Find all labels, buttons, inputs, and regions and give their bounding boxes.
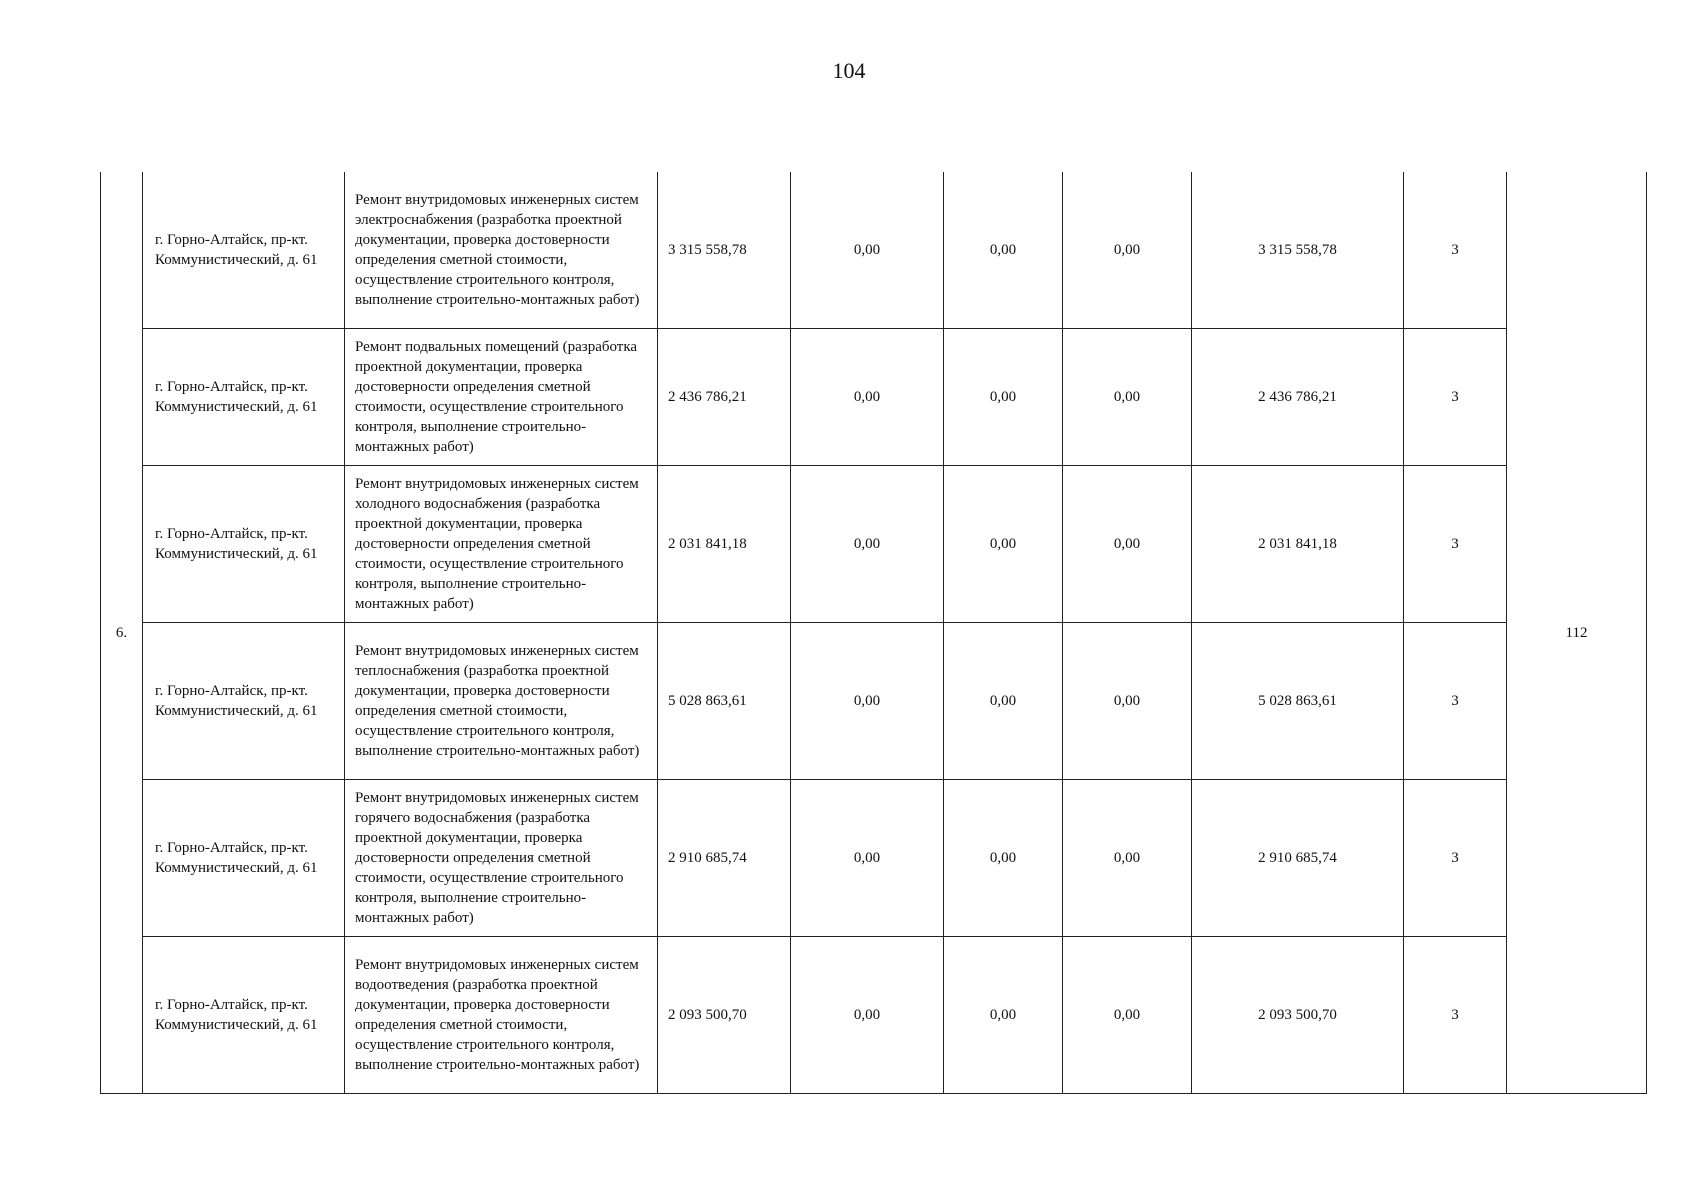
value-cell-3: 0,00 (1063, 623, 1192, 780)
address-cell: г. Горно-Алтайск, пр-кт. Коммунистический, д. 61 (143, 623, 345, 780)
sum-cell: 2 093 500,70 (1192, 937, 1404, 1094)
amount-cell: 5 028 863,61 (658, 623, 791, 780)
amount-cell: 2 436 786,21 (658, 329, 791, 466)
year-cell: 3 (1404, 329, 1507, 466)
table-row (101, 780, 1647, 937)
value-cell-1: 0,00 (791, 172, 944, 329)
sum-cell: 2 031 841,18 (1192, 466, 1404, 623)
year-cell: 3 (1404, 172, 1507, 329)
value-cell-3: 0,00 (1063, 329, 1192, 466)
group-number: 6. (101, 172, 143, 1094)
table-row (101, 623, 1647, 780)
group-total: 112 (1507, 172, 1647, 1094)
address-cell: г. Горно-Алтайск, пр-кт. Коммунистический, д. 61 (143, 172, 345, 329)
address-cell: г. Горно-Алтайск, пр-кт. Коммунистический, д. 61 (143, 329, 345, 466)
sum-cell: 2 436 786,21 (1192, 329, 1404, 466)
description-cell: Ремонт внутридомовых инженерных систем горячего водоснабжения (разработка проектной документации, проверка достоверности определения сметной стоимости, осуществление строительного контроля, выполнение строительно-монтажных работ) (345, 780, 658, 937)
amount-cell: 2 910 685,74 (658, 780, 791, 937)
amount-cell: 3 315 558,78 (658, 172, 791, 329)
value-cell-3: 0,00 (1063, 172, 1192, 329)
value-cell-1: 0,00 (791, 466, 944, 623)
description-cell: Ремонт внутридомовых инженерных систем холодного водоснабжения (разработка проектной документации, проверка достоверности определения сметной стоимости, осуществление строительного контроля, выполнение строительно-монтажных работ) (345, 466, 658, 623)
value-cell-1: 0,00 (791, 329, 944, 466)
address-cell: г. Горно-Алтайск, пр-кт. Коммунистический, д. 61 (143, 466, 345, 623)
sum-cell: 2 910 685,74 (1192, 780, 1404, 937)
value-cell-1: 0,00 (791, 937, 944, 1094)
table-row (101, 329, 1647, 466)
year-cell: 3 (1404, 623, 1507, 780)
value-cell-2: 0,00 (944, 466, 1063, 623)
works-table (100, 172, 1647, 1094)
page-number: 104 (832, 58, 866, 83)
year-cell: 3 (1404, 780, 1507, 937)
table-row (101, 937, 1647, 1094)
value-cell-2: 0,00 (944, 780, 1063, 937)
value-cell-1: 0,00 (791, 780, 944, 937)
address-cell: г. Горно-Алтайск, пр-кт. Коммунистический, д. 61 (143, 780, 345, 937)
sum-cell: 3 315 558,78 (1192, 172, 1404, 329)
value-cell-1: 0,00 (791, 623, 944, 780)
value-cell-2: 0,00 (944, 172, 1063, 329)
year-cell: 3 (1404, 937, 1507, 1094)
value-cell-3: 0,00 (1063, 780, 1192, 937)
address-cell: г. Горно-Алтайск, пр-кт. Коммунистический, д. 61 (143, 937, 345, 1094)
table-row (101, 466, 1647, 623)
value-cell-3: 0,00 (1063, 466, 1192, 623)
value-cell-2: 0,00 (944, 623, 1063, 780)
table-row (101, 172, 1647, 329)
value-cell-3: 0,00 (1063, 937, 1192, 1094)
value-cell-2: 0,00 (944, 329, 1063, 466)
amount-cell: 2 031 841,18 (658, 466, 791, 623)
value-cell-2: 0,00 (944, 937, 1063, 1094)
description-cell: Ремонт подвальных помещений (разработка проектной документации, проверка достоверности определения сметной стоимости, осуществление строительного контроля, выполнение строительно-монтажных работ) (345, 329, 658, 466)
year-cell: 3 (1404, 466, 1507, 623)
description-cell: Ремонт внутридомовых инженерных систем водоотведения (разработка проектной документации, проверка достоверности определения сметной стоимости, осуществление строительного контроля, выполнение строительно-монтажных работ) (345, 937, 658, 1094)
sum-cell: 5 028 863,61 (1192, 623, 1404, 780)
amount-cell: 2 093 500,70 (658, 937, 791, 1094)
description-cell: Ремонт внутридомовых инженерных систем теплоснабжения (разработка проектной документации, проверка достоверности определения сметной стоимости, осуществление строительного контроля, выполнение строительно-монтажных работ) (345, 623, 658, 780)
description-cell: Ремонт внутридомовых инженерных систем электроснабжения (разработка проектной документации, проверка достоверности определения сметной стоимости, осуществление строительного контроля, выполнение строительно-монтажных работ) (345, 172, 658, 329)
